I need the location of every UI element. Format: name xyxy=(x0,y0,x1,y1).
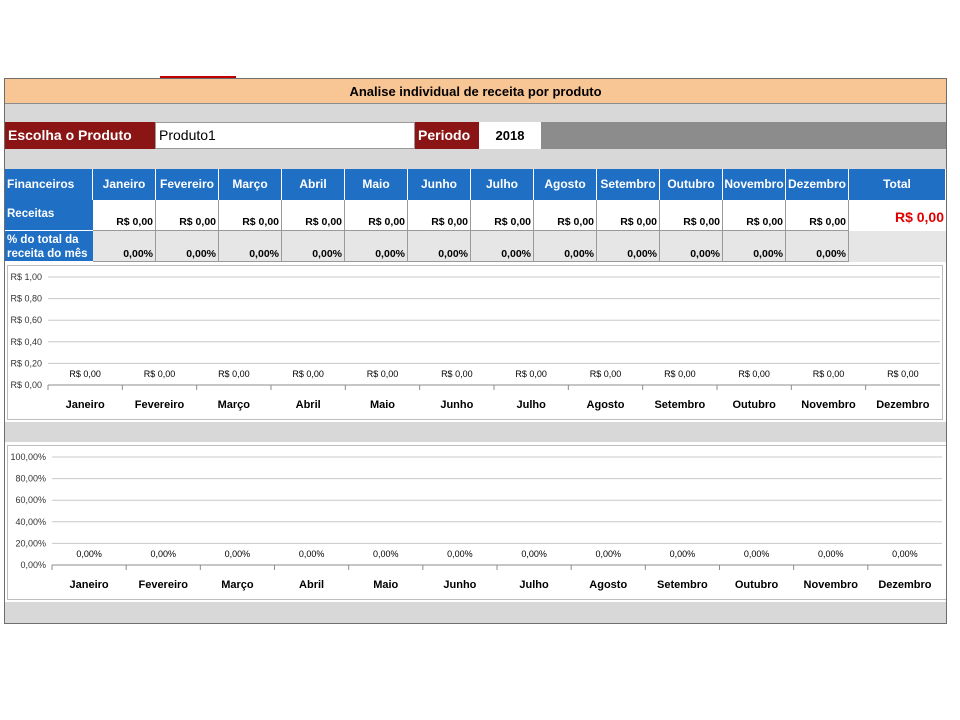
x-tick-label: Junho xyxy=(440,399,474,411)
percent-cell[interactable]: 0,00% xyxy=(534,231,597,262)
header-month: Dezembro xyxy=(786,169,849,200)
header-month: Setembro xyxy=(597,169,660,200)
percent-cell[interactable]: 0,00% xyxy=(156,231,219,262)
x-tick-label: Julho xyxy=(516,399,546,411)
y-tick-label: 60,00% xyxy=(15,495,46,506)
y-tick-label: 80,00% xyxy=(15,473,46,484)
data-label: R$ 0,00 xyxy=(143,369,176,379)
data-label: R$ 0,00 xyxy=(441,369,473,379)
percent-chart xyxy=(7,445,947,600)
revenue-cell[interactable]: R$ 0,00 xyxy=(408,200,471,231)
data-label: 0,00% xyxy=(298,549,325,559)
x-tick-label: Setembro xyxy=(657,579,708,591)
revenue-chart-svg xyxy=(8,266,942,419)
data-label: 0,00% xyxy=(224,549,251,559)
x-tick-label: Dezembro xyxy=(876,399,930,411)
header-month: Fevereiro xyxy=(156,169,219,200)
period-input[interactable]: 2018 xyxy=(479,122,541,149)
percent-cell[interactable]: 0,00% xyxy=(660,231,723,262)
percent-chart-svg xyxy=(8,446,947,599)
data-label: 0,00% xyxy=(669,549,696,559)
x-tick-label: Maio xyxy=(373,579,399,591)
x-tick-label: Maio xyxy=(369,399,396,411)
revenue-cell[interactable]: R$ 0,00 xyxy=(723,200,786,231)
data-label: 0,00% xyxy=(892,549,918,559)
spacer-row xyxy=(5,104,946,122)
revenue-cell[interactable]: R$ 0,00 xyxy=(282,200,345,231)
revenue-cell[interactable]: R$ 0,00 xyxy=(93,200,156,231)
percent-cell[interactable]: 0,00% xyxy=(471,231,534,262)
row-label-receitas: Receitas xyxy=(5,200,93,231)
data-label: R$ 0,00 xyxy=(738,369,770,379)
x-tick-label: Janeiro xyxy=(69,579,109,591)
revenue-cell[interactable]: R$ 0,00 xyxy=(471,200,534,231)
data-label: 0,00% xyxy=(595,549,622,559)
total-percent-cell[interactable] xyxy=(849,231,946,262)
footer-row xyxy=(5,602,946,624)
spreadsheet xyxy=(4,78,947,624)
percent-cell[interactable]: 0,00% xyxy=(408,231,471,262)
percent-cell[interactable]: 0,00% xyxy=(219,231,282,262)
x-tick-label: Abril xyxy=(295,399,321,411)
y-tick-label: 0,00% xyxy=(20,560,46,570)
x-tick-label: Julho xyxy=(519,579,549,591)
page-title: Analise individual de receita por produto xyxy=(5,79,946,104)
x-tick-label: Novembro xyxy=(803,579,858,591)
data-label: 0,00% xyxy=(447,549,473,559)
row-label-percent: % do total da receita do mês xyxy=(5,231,93,262)
data-label: 0,00% xyxy=(150,549,177,559)
percent-cell[interactable]: 0,00% xyxy=(723,231,786,262)
percent-cell[interactable]: 0,00% xyxy=(345,231,408,262)
header-month: Abril xyxy=(282,169,345,200)
x-tick-label: Novembro xyxy=(801,399,856,411)
x-tick-label: Setembro xyxy=(654,399,706,411)
spacer-row xyxy=(5,149,946,169)
revenue-chart xyxy=(7,265,943,420)
data-label: R$ 0,00 xyxy=(887,369,919,379)
data-label: 0,00% xyxy=(76,549,102,559)
header-month: Janeiro xyxy=(93,169,156,200)
x-tick-label: Outubro xyxy=(732,399,776,411)
y-tick-label: R$ 0,60 xyxy=(10,315,42,326)
percent-cell[interactable]: 0,00% xyxy=(282,231,345,262)
data-label: R$ 0,00 xyxy=(366,369,399,379)
header-month: Junho xyxy=(408,169,471,200)
revenue-cell[interactable]: R$ 0,00 xyxy=(345,200,408,231)
header-month: Agosto xyxy=(534,169,597,200)
y-tick-label: 100,00% xyxy=(10,452,46,462)
product-select[interactable]: Produto1 xyxy=(155,122,415,149)
header-month: Julho xyxy=(471,169,534,200)
data-label: R$ 0,00 xyxy=(69,369,101,379)
data-label: R$ 0,00 xyxy=(292,369,324,379)
revenue-cell[interactable]: R$ 0,00 xyxy=(156,200,219,231)
data-label: 0,00% xyxy=(372,549,399,559)
header-filler xyxy=(541,122,946,149)
revenue-cell[interactable]: R$ 0,00 xyxy=(597,200,660,231)
y-tick-label: R$ 1,00 xyxy=(10,272,42,282)
data-label: 0,00% xyxy=(521,549,547,559)
percent-cell[interactable]: 0,00% xyxy=(93,231,156,262)
header-total: Total xyxy=(849,169,946,200)
header-financeiros: Financeiros xyxy=(5,169,93,200)
total-revenue-value[interactable]: R$ 0,00 xyxy=(849,200,946,231)
data-label: R$ 0,00 xyxy=(664,369,696,379)
revenue-cell[interactable]: R$ 0,00 xyxy=(660,200,723,231)
percent-cell[interactable]: 0,00% xyxy=(786,231,849,262)
x-tick-label: Março xyxy=(221,579,254,591)
x-tick-label: Agosto xyxy=(589,579,628,591)
y-tick-label: R$ 0,00 xyxy=(10,380,42,390)
y-tick-label: 20,00% xyxy=(15,538,46,549)
revenue-cell[interactable]: R$ 0,00 xyxy=(786,200,849,231)
x-tick-label: Março xyxy=(217,399,251,411)
data-label: 0,00% xyxy=(743,549,770,559)
percent-cell[interactable]: 0,00% xyxy=(597,231,660,262)
x-tick-label: Dezembro xyxy=(878,579,932,591)
header-month: Março xyxy=(219,169,282,200)
y-tick-label: 40,00% xyxy=(15,516,46,527)
product-label: Escolha o Produto xyxy=(5,122,155,149)
x-tick-label: Outubro xyxy=(734,579,779,591)
x-tick-label: Junho xyxy=(443,579,477,591)
data-label: R$ 0,00 xyxy=(218,369,250,379)
data-label: R$ 0,00 xyxy=(515,369,547,379)
header-month: Outubro xyxy=(660,169,723,200)
y-tick-label: R$ 0,80 xyxy=(10,293,42,304)
data-label: R$ 0,00 xyxy=(812,369,845,379)
x-tick-label: Abril xyxy=(299,579,325,591)
x-tick-label: Fevereiro xyxy=(134,399,185,411)
x-tick-label: Agosto xyxy=(586,399,625,411)
data-label: 0,00% xyxy=(817,549,844,559)
x-tick-label: Janeiro xyxy=(65,399,105,411)
y-tick-label: R$ 0,20 xyxy=(10,358,42,369)
header-month: Maio xyxy=(345,169,408,200)
period-label: Periodo xyxy=(415,122,479,149)
spacer-row xyxy=(5,422,946,442)
data-label: R$ 0,00 xyxy=(589,369,622,379)
x-tick-label: Fevereiro xyxy=(138,579,189,591)
y-tick-label: R$ 0,40 xyxy=(10,336,42,347)
revenue-cell[interactable]: R$ 0,00 xyxy=(219,200,282,231)
header-month: Novembro xyxy=(723,169,786,200)
revenue-cell[interactable]: R$ 0,00 xyxy=(534,200,597,231)
